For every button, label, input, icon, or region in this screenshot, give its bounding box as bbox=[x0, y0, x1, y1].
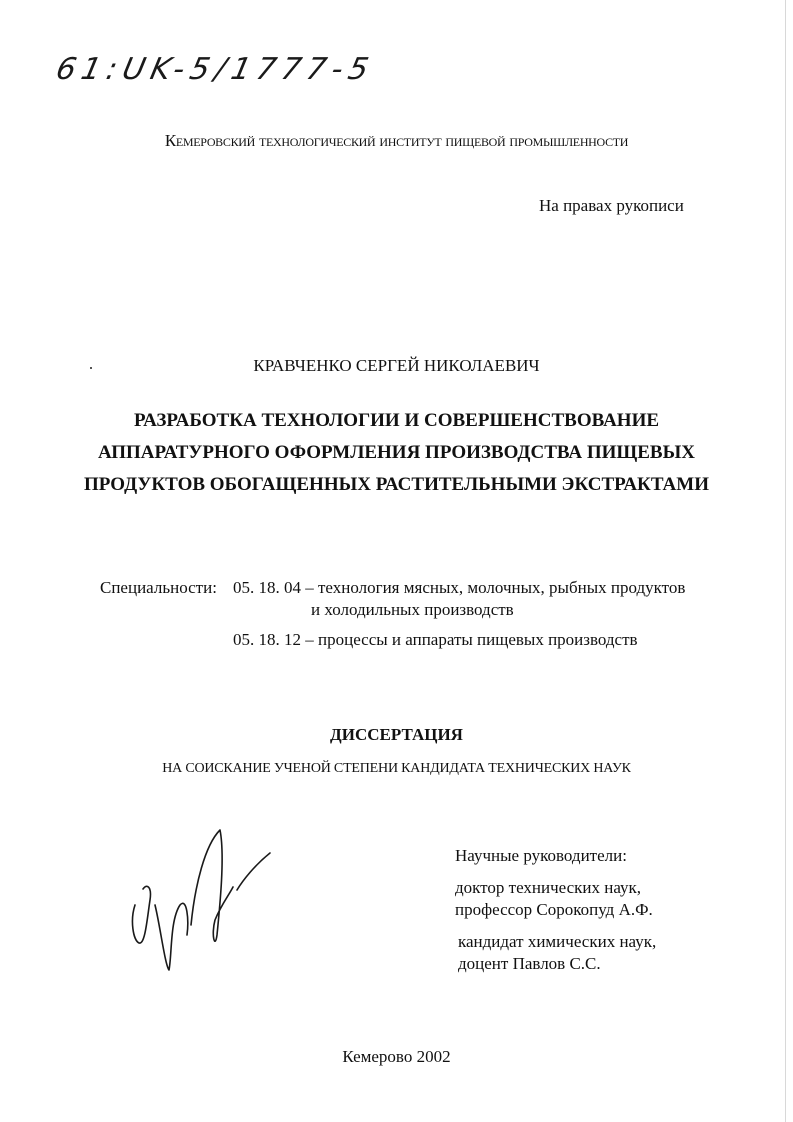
archive-number: 61:UK-5/1777-5 bbox=[52, 52, 378, 87]
specialties-label: Специальности: bbox=[100, 578, 217, 597]
manuscript-rights: На правах рукописи bbox=[539, 196, 684, 215]
signature-image bbox=[125, 825, 275, 975]
dissertation-title bbox=[0, 405, 793, 501]
supervisor-2-name: доцент Павлов С.С. bbox=[458, 954, 601, 973]
degree-statement: НА СОИСКАНИЕ УЧЕНОЙ СТЕПЕНИ КАНДИДАТА ТЕХНИЧЕСКИХ НАУК bbox=[162, 761, 631, 776]
specialty-2: 05. 18. 12 – процессы и аппараты пищевых производств bbox=[233, 630, 638, 649]
supervisors-heading: Научные руководители: bbox=[455, 846, 627, 865]
title-line: РАЗРАБОТКА ТЕХНОЛОГИИ И СОВЕРШЕНСТВОВАНИЕ bbox=[133, 410, 660, 431]
specialty-1-continued: и холодильных производств bbox=[311, 600, 514, 619]
author-name: КРАВЧЕНКО СЕРГЕЙ НИКОЛАЕВИЧ bbox=[253, 356, 540, 375]
city-year: Кемерово 2002 bbox=[342, 1047, 451, 1066]
supervisor-1-name: профессор Сорокопуд А.Ф. bbox=[455, 900, 653, 919]
supervisor-1-degree: доктор технических наук, bbox=[455, 878, 642, 897]
scan-edge bbox=[785, 0, 786, 1122]
document-type: ДИССЕРТАЦИЯ bbox=[330, 725, 463, 744]
supervisor-2-degree: кандидат химических наук, bbox=[458, 932, 657, 951]
specialty-1: 05. 18. 04 – технология мясных, молочных, рыбных продуктов bbox=[233, 578, 686, 597]
institute-name: Кемеровский технологический институт пищевой промышленности bbox=[164, 131, 629, 150]
title-line: АППАРАТУРНОГО ОФОРМЛЕНИЯ ПРОИЗВОДСТВА ПИЩЕВЫХ bbox=[98, 442, 695, 463]
title-line: ПРОДУКТОВ ОБОГАЩЕННЫХ РАСТИТЕЛЬНЫМИ ЭКСТРАКТАМИ bbox=[84, 474, 709, 495]
